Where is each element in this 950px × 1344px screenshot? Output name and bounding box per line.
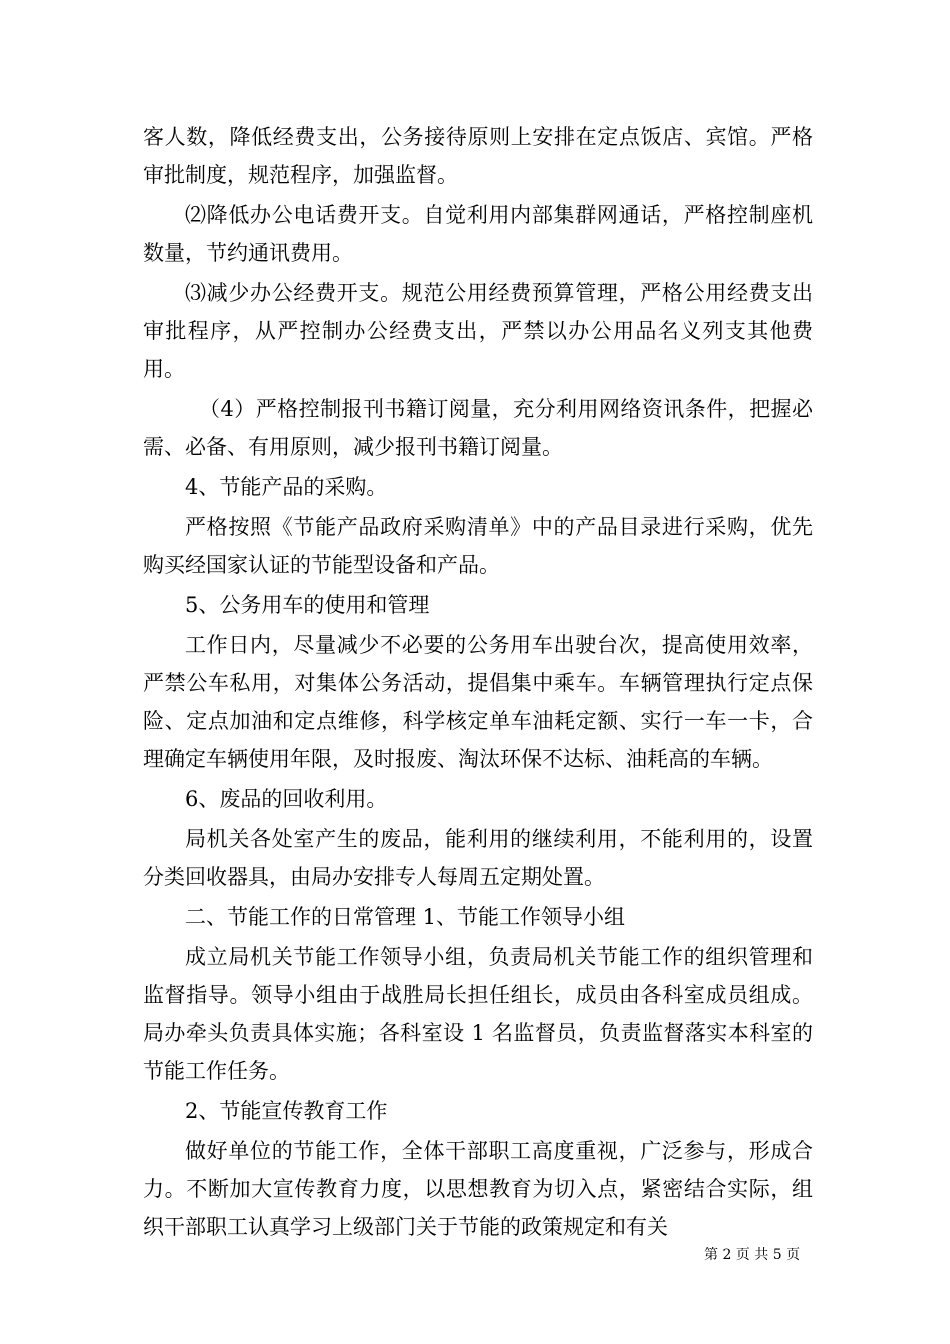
- paragraph-item-3: ⑶减少办公经费开支。规范公用经费预算管理，严格公用经费支出审批程序，从严控制办公经费支出，严禁以办公用品名义列支其他费用。: [143, 281, 813, 381]
- paragraph-procurement: 严格按照《节能产品政府采购清单》中的产品目录进行采购，优先购买经国家认证的节能型设备和产品。: [143, 515, 813, 577]
- section-heading-2-1: 二、节能工作的日常管理 1、节能工作领导小组: [185, 905, 626, 929]
- paragraph-item-2: ⑵降低办公电话费开支。自觉利用内部集群网通话，严格控制座机数量，节约通讯费用。: [143, 203, 813, 265]
- document-body: [143, 118, 813, 1248]
- section-heading-2-2: 2、节能宣传教育工作: [185, 1099, 388, 1123]
- section-heading-4: 4、节能产品的采购。: [185, 475, 388, 499]
- paragraph-vehicles: 工作日内，尽量减少不必要的公务用车出驶台次，提高使用效率，严禁公车私用，对集体公务活动，提倡集中乘车。车辆管理执行定点保险、定点加油和定点维修，科学核定单车油耗定额、实行一车一卡，合理确定车辆使用年限，及时报废、淘汰环保不达标、油耗高的车辆。: [143, 633, 813, 771]
- paragraph-education: 做好单位的节能工作，全体干部职工高度重视，广泛参与，形成合力。不断加大宣传教育力度，以思想教育为切入点，紧密结合实际，组织干部职工认真学习上级部门关于节能的政策规定和有关: [143, 1139, 813, 1239]
- paragraph-leadership-group: 成立局机关节能工作领导小组，负责局机关节能工作的组织管理和监督指导。领导小组由于战胜局长担任组长，成员由各科室成员组成。局办牵头负责具体实施；各科室设 1 名监督员，负责监督落实本科室的节能工作任务。: [143, 945, 813, 1083]
- section-heading-6: 6、废品的回收利用。: [185, 787, 388, 811]
- paragraph-continuation: 客人数，降低经费支出，公务接待原则上安排在定点饭店、宾馆。严格审批制度，规范程序，加强监督。: [143, 125, 813, 187]
- section-heading-5: 5、公务用车的使用和管理: [185, 593, 430, 617]
- paragraph-item-4: （4）严格控制报刊书籍订阅量，充分利用网络资讯条件，把握必需、必备、有用原则，减少报刊书籍订阅量。: [143, 397, 813, 459]
- page-number: 第 2 页 共 5 页: [704, 1247, 801, 1263]
- paragraph-recycling: 局机关各处室产生的废品，能利用的继续利用，不能利用的，设置分类回收器具，由局办安排专人每周五定期处置。: [143, 827, 813, 889]
